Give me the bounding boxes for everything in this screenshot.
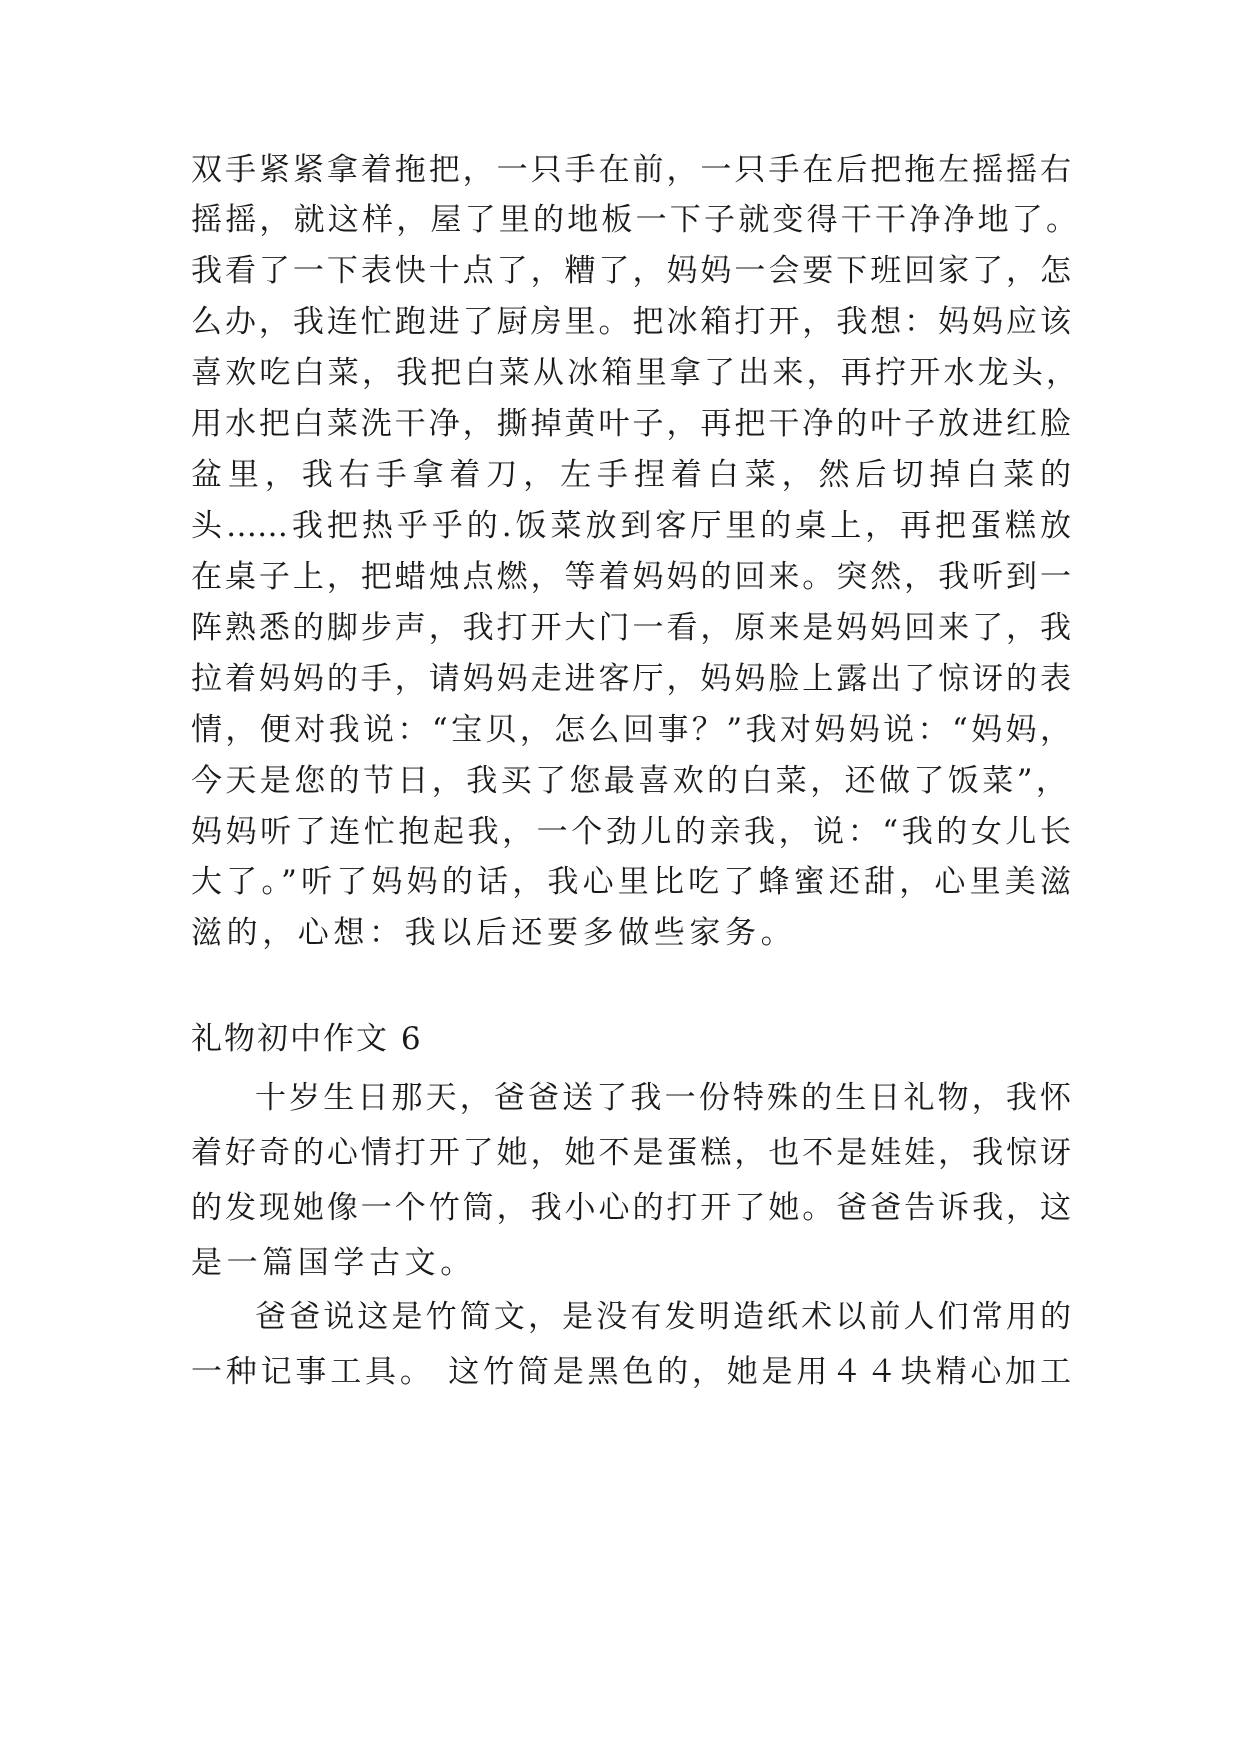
text-line: 爸爸说这是竹简文，是没有发明造纸术以前人们常用的 — [255, 1299, 1071, 1335]
text-line: 情，便对我说：“宝贝，怎么回事？”我对妈妈说：“妈妈， — [191, 712, 1071, 748]
text-line: 的发现她像一个竹筒，我小心的打开了她。爸爸告诉我，这 — [191, 1190, 1071, 1226]
text-line: 一种记事工具。 这竹简是黑色的，她是用４４块精心加工 — [191, 1354, 1071, 1390]
text-line: 着好奇的心情打开了她，她不是蛋糕，也不是娃娃，我惊讶 — [191, 1135, 1071, 1171]
text-line: 摇摇，就这样，屋了里的地板一下子就变得干干净净地了。 — [191, 202, 1081, 238]
text-line: 拉着妈妈的手，请妈妈走进客厅，妈妈脸上露出了惊讶的表 — [191, 661, 1071, 697]
text-line: 么办，我连忙跑进了厨房里。把冰箱打开，我想：妈妈应该 — [191, 304, 1071, 340]
text-line: 我看了一下表快十点了，糟了，妈妈一会要下班回家了，怎 — [191, 253, 1071, 289]
text-line: 盆里，我右手拿着刀，左手捏着白菜，然后切掉白菜的 — [191, 457, 1071, 493]
text-line: 滋的，心想：我以后还要多做些家务。 — [191, 915, 797, 951]
text-line: 大了。”听了妈妈的话，我心里比吃了蜂蜜还甜，心里美滋 — [191, 864, 1071, 900]
text-line: 十岁生日那天，爸爸送了我一份特殊的生日礼物，我怀 — [255, 1080, 1071, 1116]
text-line: 在桌子上，把蜡烛点燃，等着妈妈的回来。突然，我听到一 — [191, 559, 1071, 595]
text-line: 今天是您的节日，我买了您最喜欢的白菜，还做了饭菜”， — [191, 763, 1071, 799]
text-line: 双手紧紧拿着拖把，一只手在前，一只手在后把拖左摇摇右 — [191, 152, 1071, 188]
text-line: 阵熟悉的脚步声，我打开大门一看，原来是妈妈回来了，我 — [191, 610, 1071, 646]
text-line: 是一篇国学古文。 — [191, 1245, 476, 1281]
text-line: 头……我把热乎乎的.饭菜放到客厅里的桌上，再把蛋糕放 — [191, 508, 1071, 544]
text-line: 用水把白菜洗干净，撕掉黄叶子，再把干净的叶子放进红脸 — [191, 406, 1071, 442]
text-line: 妈妈听了连忙抱起我，一个劲儿的亲我，说：“我的女儿长 — [191, 814, 1071, 850]
section-title: 礼物初中作文 6 — [191, 1021, 423, 1057]
text-line: 喜欢吃白菜，我把白菜从冰箱里拿了出来，再拧开水龙头， — [191, 355, 1081, 391]
